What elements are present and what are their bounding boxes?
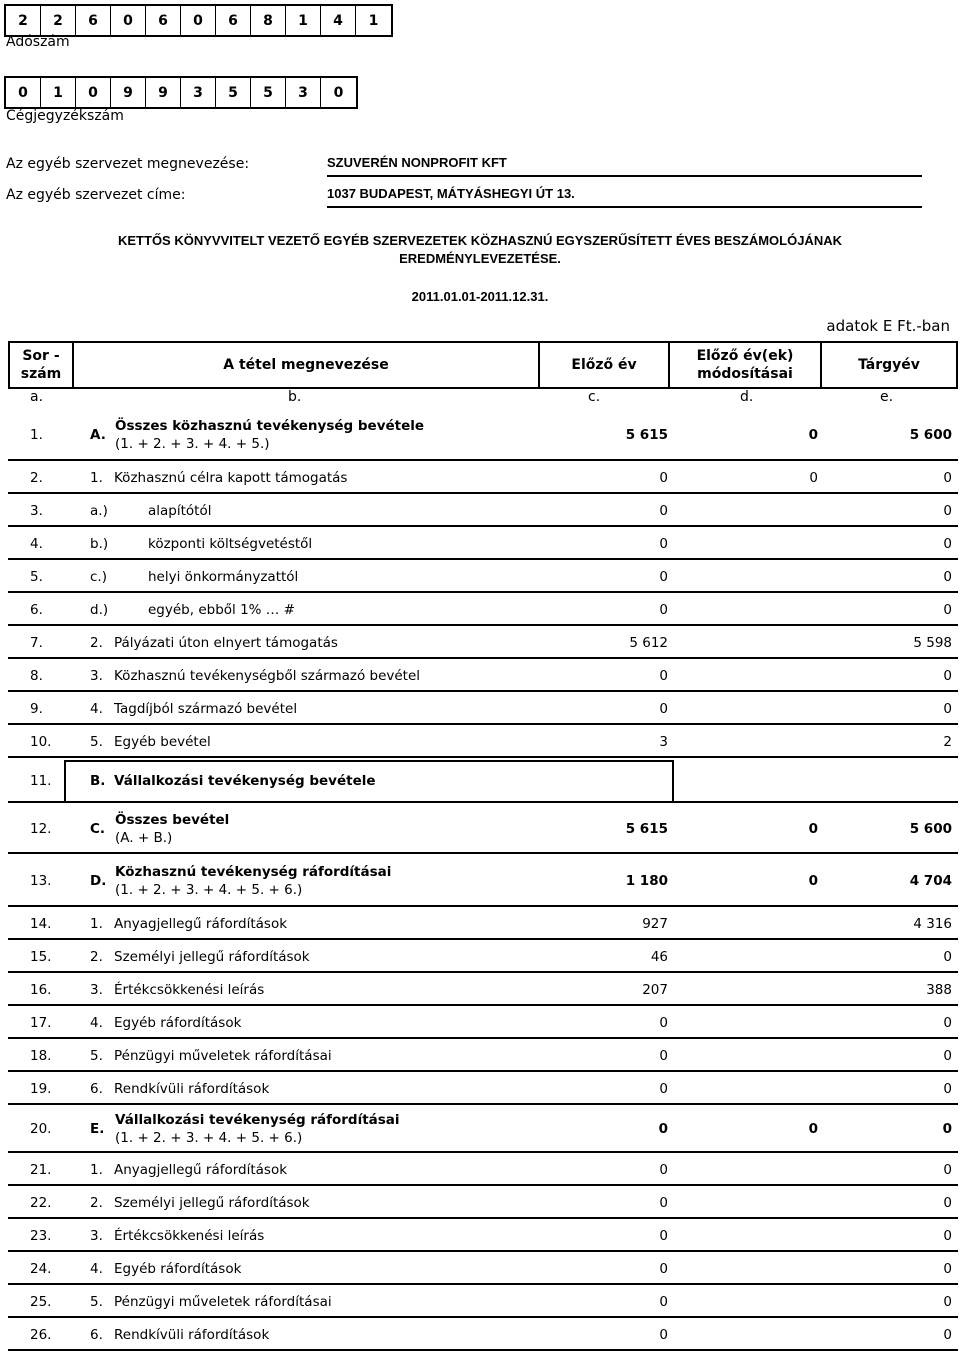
row-code: 2. bbox=[90, 948, 103, 965]
digit-box: 3 bbox=[181, 78, 216, 107]
row-code: C. bbox=[90, 820, 106, 837]
digit-box: 0 bbox=[76, 78, 111, 107]
row-curr-value: 0 bbox=[943, 502, 952, 519]
digit-box: 4 bbox=[321, 6, 356, 35]
row-code: 6. bbox=[90, 1080, 103, 1097]
org-name-label: Az egyéb szervezet megnevezése: bbox=[6, 156, 250, 172]
digit-box: 6 bbox=[216, 6, 251, 35]
digit-box: 0 bbox=[6, 78, 41, 107]
report-title bbox=[100, 232, 860, 268]
row-number: 16. bbox=[30, 981, 52, 998]
row-label bbox=[115, 409, 424, 461]
row-label: központi költségvetéstől bbox=[148, 535, 313, 552]
col-letter-d: d. bbox=[740, 389, 754, 405]
row-code: B. bbox=[90, 772, 106, 789]
row-label bbox=[115, 1105, 400, 1153]
table-row bbox=[8, 1006, 958, 1039]
row-code: 5. bbox=[90, 1293, 103, 1310]
row-curr-value: 4 316 bbox=[913, 915, 952, 932]
row-curr-value: 0 bbox=[943, 1014, 952, 1031]
row-label: alapítótól bbox=[148, 502, 212, 519]
row-label-formula: (1. + 2. + 3. + 4. + 5. + 6.) bbox=[115, 881, 303, 898]
report-period: 2011.01.01-2011.12.31. bbox=[411, 289, 549, 304]
row-mod-value bbox=[668, 692, 818, 725]
row-label-main: Vállalkozási tevékenység ráfordításai bbox=[115, 1112, 400, 1128]
row-prev-value: 0 bbox=[659, 700, 668, 717]
row-prev-value: 0 bbox=[659, 1326, 668, 1343]
row-label: Pályázati úton elnyert támogatás bbox=[114, 634, 338, 651]
table-header bbox=[8, 341, 958, 389]
company-reg-boxes bbox=[4, 76, 358, 109]
table-row bbox=[8, 1318, 958, 1351]
row-code: 5. bbox=[90, 733, 103, 750]
row-prev-value: 0 bbox=[659, 667, 668, 684]
row-mod-value bbox=[668, 907, 818, 940]
row-label-formula: (1. + 2. + 3. + 4. + 5.) bbox=[115, 436, 270, 452]
row-code: 2. bbox=[90, 634, 103, 651]
digit-box: 1 bbox=[286, 6, 321, 35]
row-number: 5. bbox=[30, 568, 43, 585]
table-row bbox=[8, 409, 958, 461]
table-row bbox=[8, 758, 958, 803]
row-label: Anyagjellegű ráfordítások bbox=[114, 915, 288, 932]
table-row bbox=[8, 1153, 958, 1186]
col-letter-e: e. bbox=[880, 389, 894, 405]
row-code: d.) bbox=[90, 601, 109, 618]
org-address-label: Az egyéb szervezet címe: bbox=[6, 187, 186, 203]
row-number: 24. bbox=[30, 1260, 52, 1277]
row-mod-value: 0 bbox=[808, 427, 818, 443]
header-prev: Előző év bbox=[571, 357, 637, 373]
row-number: 1. bbox=[30, 427, 43, 443]
table-row bbox=[8, 725, 958, 758]
row-code: 3. bbox=[90, 667, 103, 684]
table-row bbox=[8, 1252, 958, 1285]
digit-box: 0 bbox=[333, 84, 344, 101]
row-curr-value: 0 bbox=[942, 1121, 952, 1137]
table-row bbox=[8, 1219, 958, 1252]
row-mod-value bbox=[668, 1186, 818, 1219]
table-row bbox=[8, 1186, 958, 1219]
digit-box: 6 bbox=[146, 6, 181, 35]
row-number: 8. bbox=[30, 667, 43, 684]
row-code: 1. bbox=[90, 915, 103, 932]
row-curr-value: 5 598 bbox=[913, 634, 952, 651]
table-row bbox=[8, 1039, 958, 1072]
row-curr-value: 0 bbox=[943, 601, 952, 618]
table-row bbox=[8, 854, 958, 907]
row-number: 14. bbox=[30, 915, 52, 932]
row-number: 4. bbox=[30, 535, 43, 552]
digit-box: 0 bbox=[111, 6, 146, 35]
row-number: 25. bbox=[30, 1293, 52, 1310]
report-title-line1: KETTŐS KÖNYVVITELT VEZETŐ EGYÉB SZERVEZETEK KÖZHASZNÚ EGYSZERŰSÍTETT ÉVES BESZÁMOLÓJÁNAK bbox=[118, 233, 842, 248]
row-code: 1. bbox=[90, 469, 103, 486]
digit-box: 0 bbox=[181, 6, 216, 35]
row-prev-value: 207 bbox=[642, 981, 668, 998]
row-label: Tagdíjból származó bevétel bbox=[114, 700, 298, 717]
digit-box: 2 bbox=[6, 6, 41, 35]
row-code: a.) bbox=[90, 502, 108, 519]
row-label-main: Összes közhasznú tevékenység bevétele bbox=[115, 418, 425, 434]
row-prev-value: 0 bbox=[659, 469, 668, 486]
unit-note: adatok E Ft.-ban bbox=[826, 317, 950, 335]
row-prev-value: 0 bbox=[659, 1047, 668, 1064]
row-prev-value: 5 615 bbox=[625, 427, 668, 443]
table-row bbox=[8, 940, 958, 973]
row-number: 20. bbox=[30, 1121, 52, 1137]
table-row bbox=[8, 527, 958, 560]
col-letter-c: c. bbox=[588, 389, 601, 405]
digit-box: 6 bbox=[76, 6, 111, 35]
row-number: 9. bbox=[30, 700, 43, 717]
row-number: 19. bbox=[30, 1080, 52, 1097]
row-code: c.) bbox=[90, 568, 107, 585]
row-curr-value: 0 bbox=[943, 700, 952, 717]
row-label: Anyagjellegű ráfordítások bbox=[114, 1161, 288, 1178]
row-label: Pénzügyi műveletek ráfordításai bbox=[114, 1293, 332, 1310]
row-code: 4. bbox=[90, 700, 103, 717]
row-mod-value bbox=[668, 1285, 818, 1318]
tax-number-boxes bbox=[4, 4, 393, 37]
header-mod: Előző év(ek) módosításai bbox=[696, 348, 794, 382]
row-prev-value: 927 bbox=[642, 915, 668, 932]
row-label: helyi önkormányzattól bbox=[148, 568, 299, 585]
report-title-line2: EREDMÉNYLEVEZETÉSE. bbox=[399, 251, 561, 266]
row-code: 4. bbox=[90, 1014, 103, 1031]
row-number: 22. bbox=[30, 1194, 52, 1211]
row-prev-value: 0 bbox=[659, 1194, 668, 1211]
header-item: A tétel megnevezése bbox=[223, 357, 389, 373]
row-curr-value: 2 bbox=[943, 733, 952, 750]
col-letter-b: b. bbox=[288, 389, 302, 405]
row-number: 26. bbox=[30, 1326, 52, 1343]
company-reg-label: Cégjegyzékszám bbox=[6, 108, 124, 124]
row-mod-value bbox=[668, 940, 818, 973]
row-curr-value: 5 600 bbox=[909, 427, 952, 443]
row-curr-value: 0 bbox=[943, 1293, 952, 1310]
row-curr-value bbox=[820, 758, 952, 803]
row-prev-value: 0 bbox=[659, 535, 668, 552]
row-label: Egyéb bevétel bbox=[114, 733, 211, 750]
row-code: 3. bbox=[90, 981, 103, 998]
row-prev-value: 0 bbox=[659, 601, 668, 618]
digit-box: 1 bbox=[368, 12, 379, 29]
row-mod-value bbox=[668, 1219, 818, 1252]
row-code: 1. bbox=[90, 1161, 103, 1178]
row-curr-value: 0 bbox=[943, 469, 952, 486]
row-mod-value bbox=[668, 1006, 818, 1039]
table-row bbox=[8, 560, 958, 593]
row-code: E. bbox=[90, 1121, 105, 1137]
row-mod-value bbox=[668, 494, 818, 527]
row-label bbox=[115, 803, 229, 854]
row-mod-value: 0 bbox=[808, 820, 818, 837]
row-curr-value: 0 bbox=[943, 1260, 952, 1277]
row-prev-value: 0 bbox=[659, 568, 668, 585]
row-mod-value bbox=[668, 626, 818, 659]
row-prev-value: 46 bbox=[650, 948, 668, 965]
row-label: Értékcsökkenési leírás bbox=[114, 981, 265, 998]
row-label: Közhasznú tevékenységből származó bevétel bbox=[114, 667, 421, 684]
digit-box: 2 bbox=[41, 6, 76, 35]
digit-box: 1 bbox=[41, 78, 76, 107]
row-label: Személyi jellegű ráfordítások bbox=[114, 1194, 310, 1211]
row-prev-value bbox=[538, 758, 668, 803]
row-number: 18. bbox=[30, 1047, 52, 1064]
row-prev-value: 1 180 bbox=[625, 872, 668, 889]
row-mod-value bbox=[668, 1153, 818, 1186]
row-curr-value: 0 bbox=[943, 1080, 952, 1097]
table-row bbox=[8, 626, 958, 659]
row-mod-value: 0 bbox=[809, 469, 818, 486]
header-curr: Tárgyév bbox=[858, 357, 920, 373]
table-row bbox=[8, 1105, 958, 1153]
tax-number-label: Adószám bbox=[6, 34, 70, 50]
row-curr-value: 0 bbox=[943, 568, 952, 585]
row-prev-value: 0 bbox=[658, 1121, 668, 1137]
row-curr-value: 5 600 bbox=[909, 820, 952, 837]
row-number: 11. bbox=[30, 772, 52, 789]
row-mod-value bbox=[668, 1039, 818, 1072]
table-row bbox=[8, 692, 958, 725]
row-label: Rendkívüli ráfordítások bbox=[114, 1326, 270, 1343]
row-mod-value bbox=[668, 1318, 818, 1351]
row-label: Közhasznú célra kapott támogatás bbox=[114, 469, 348, 486]
digit-box: 5 bbox=[216, 78, 251, 107]
table-row bbox=[8, 659, 958, 692]
row-code: 3. bbox=[90, 1227, 103, 1244]
row-code: D. bbox=[90, 872, 107, 889]
row-prev-value: 0 bbox=[659, 1014, 668, 1031]
row-prev-value: 5 612 bbox=[629, 634, 668, 651]
row-curr-value: 0 bbox=[943, 948, 952, 965]
digit-box: 5 bbox=[251, 78, 286, 107]
row-number: 13. bbox=[30, 872, 52, 889]
row-prev-value: 0 bbox=[659, 1161, 668, 1178]
row-mod-value bbox=[668, 1072, 818, 1105]
row-number: 12. bbox=[30, 820, 52, 837]
row-mod-value: 0 bbox=[808, 872, 818, 889]
row-curr-value: 0 bbox=[943, 1326, 952, 1343]
row-mod-value bbox=[668, 725, 818, 758]
row-curr-value: 0 bbox=[943, 667, 952, 684]
table-row bbox=[8, 973, 958, 1006]
row-label: Pénzügyi műveletek ráfordításai bbox=[114, 1047, 332, 1064]
row-curr-value: 0 bbox=[943, 535, 952, 552]
row-prev-value: 3 bbox=[659, 733, 668, 750]
row-label: Személyi jellegű ráfordítások bbox=[114, 948, 310, 965]
table-row bbox=[8, 1072, 958, 1105]
row-number: 2. bbox=[30, 469, 43, 486]
row-curr-value: 4 704 bbox=[909, 872, 952, 889]
row-number: 21. bbox=[30, 1161, 52, 1178]
table-row bbox=[8, 461, 958, 494]
org-address: 1037 BUDAPEST, MÁTYÁSHEGYI ÚT 13. bbox=[327, 186, 575, 201]
row-mod-value bbox=[668, 527, 818, 560]
row-number: 3. bbox=[30, 502, 43, 519]
header-row-no: Sor - szám bbox=[20, 348, 62, 382]
row-label: Értékcsökkenési leírás bbox=[114, 1227, 265, 1244]
digit-box: 9 bbox=[111, 78, 146, 107]
row-mod-value bbox=[668, 1252, 818, 1285]
row-curr-value: 388 bbox=[926, 981, 952, 998]
row-mod-value bbox=[668, 593, 818, 626]
row-mod-value bbox=[668, 758, 818, 803]
row-mod-value bbox=[668, 560, 818, 593]
row-label: Rendkívüli ráfordítások bbox=[114, 1080, 270, 1097]
row-prev-value: 5 615 bbox=[625, 820, 668, 837]
table-row bbox=[8, 1285, 958, 1318]
row-curr-value: 0 bbox=[943, 1047, 952, 1064]
row-code: 5. bbox=[90, 1047, 103, 1064]
row-code: 4. bbox=[90, 1260, 103, 1277]
row-prev-value: 0 bbox=[659, 1080, 668, 1097]
row-label-main: Közhasznú tevékenység ráfordításai bbox=[115, 863, 392, 880]
row-label-formula: (1. + 2. + 3. + 4. + 5. + 6.) bbox=[115, 1130, 303, 1146]
digit-box: 8 bbox=[251, 6, 286, 35]
row-number: 23. bbox=[30, 1227, 52, 1244]
org-address-underline bbox=[327, 206, 922, 208]
table-row bbox=[8, 593, 958, 626]
row-label: Egyéb ráfordítások bbox=[114, 1260, 242, 1277]
table-row bbox=[8, 494, 958, 527]
row-code: A. bbox=[90, 427, 106, 443]
row-prev-value: 0 bbox=[659, 1293, 668, 1310]
row-label: Vállalkozási tevékenység bevétele bbox=[114, 772, 376, 789]
org-name: SZUVERÉN NONPROFIT KFT bbox=[327, 155, 507, 170]
row-number: 6. bbox=[30, 601, 43, 618]
row-label-main: Összes bevétel bbox=[115, 811, 230, 828]
row-mod-value bbox=[668, 659, 818, 692]
row-prev-value: 0 bbox=[659, 502, 668, 519]
row-number: 7. bbox=[30, 634, 43, 651]
table-row bbox=[8, 907, 958, 940]
org-name-underline bbox=[327, 175, 922, 177]
row-label: Egyéb ráfordítások bbox=[114, 1014, 242, 1031]
row-prev-value: 0 bbox=[659, 1260, 668, 1277]
digit-box: 9 bbox=[146, 78, 181, 107]
row-label: egyéb, ebből 1% … # bbox=[148, 601, 295, 618]
row-mod-value bbox=[668, 973, 818, 1006]
row-label bbox=[115, 854, 391, 907]
row-number: 17. bbox=[30, 1014, 52, 1031]
col-letter-a: a. bbox=[30, 389, 44, 405]
row-code: 6. bbox=[90, 1326, 103, 1343]
row-code: b.) bbox=[90, 535, 109, 552]
row-mod-value: 0 bbox=[808, 1121, 818, 1137]
row-number: 10. bbox=[30, 733, 52, 750]
row-curr-value: 0 bbox=[943, 1161, 952, 1178]
row-code: 2. bbox=[90, 1194, 103, 1211]
row-number: 15. bbox=[30, 948, 52, 965]
row-label-formula: (A. + B.) bbox=[115, 829, 173, 846]
row-curr-value: 0 bbox=[943, 1194, 952, 1211]
row-curr-value: 0 bbox=[943, 1227, 952, 1244]
table-row bbox=[8, 803, 958, 854]
digit-box: 3 bbox=[286, 78, 321, 107]
row-prev-value: 0 bbox=[659, 1227, 668, 1244]
